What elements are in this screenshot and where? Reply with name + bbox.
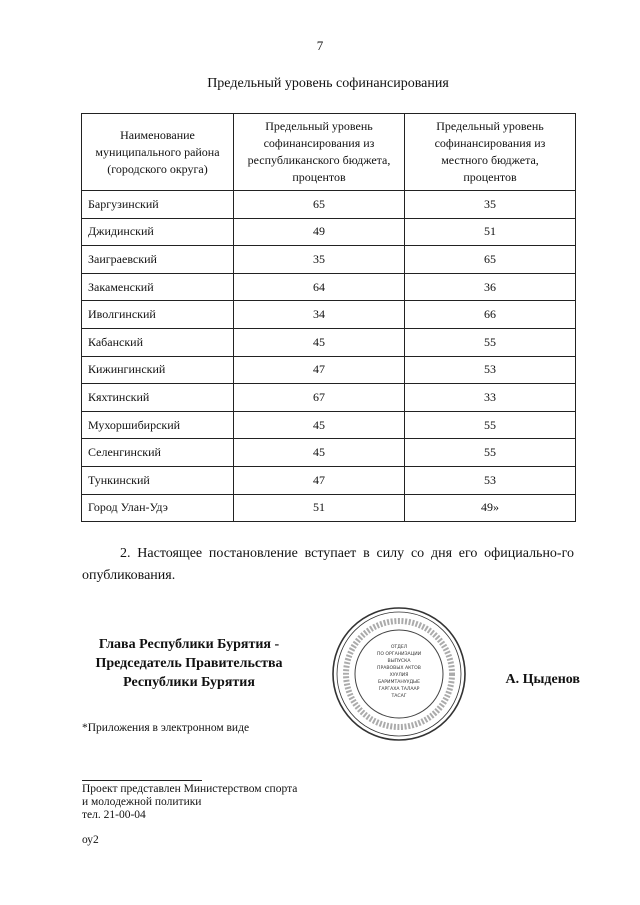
local-percent: 53 (405, 466, 576, 494)
seal-line: ПРАВОВЫХ АКТОВ (377, 666, 421, 671)
district-name: Кижингинский (82, 356, 234, 384)
district-name: Кабанский (82, 328, 234, 356)
table-row (82, 301, 576, 329)
local-percent: 53 (405, 356, 576, 384)
district-name: Кяхтинский (82, 384, 234, 412)
table-row (82, 356, 576, 384)
republic-percent: 49 (234, 218, 405, 246)
seal-line: ХУУЛИЯ (389, 673, 409, 678)
republic-percent: 35 (234, 246, 405, 274)
local-percent: 35 (405, 191, 576, 219)
header-republic-share: Предельный уровень софинансирования из республиканского бюджета, процентов (234, 114, 405, 191)
local-percent: 49» (405, 494, 576, 522)
seal-line: ГАРГАХА ТАЛААР (378, 687, 420, 692)
table-row (82, 273, 576, 301)
table-row (82, 218, 576, 246)
table-row (82, 328, 576, 356)
republic-percent: 47 (234, 356, 405, 384)
table-row (82, 246, 576, 274)
republic-percent: 67 (234, 384, 405, 412)
district-name: Селенгинский (82, 439, 234, 467)
header-local-share: Предельный уровень софинансирования из местного бюджета, процентов (405, 114, 576, 191)
district-name: Иволгинский (82, 301, 234, 329)
document-code: оу2 (82, 834, 99, 846)
local-percent: 66 (405, 301, 576, 329)
district-name: Заиграевский (82, 246, 234, 274)
republic-percent: 34 (234, 301, 405, 329)
district-name: Мухоршибирский (82, 411, 234, 439)
republic-percent: 47 (234, 466, 405, 494)
seal-line: ПО ОРГАНИЗАЦИИ (376, 652, 422, 657)
table-row (82, 191, 576, 219)
table-row (82, 384, 576, 412)
seal-line: ОТДЕЛ (390, 645, 408, 650)
effective-date-paragraph: 2. Настоящее постановление вступает в силу со дня его официально-го опубликования. (82, 546, 574, 583)
table-row (82, 494, 576, 522)
footer-divider (82, 780, 202, 781)
republic-percent: 45 (234, 411, 405, 439)
table-row (82, 439, 576, 467)
signatory-name: А. Цыденов (505, 672, 580, 687)
local-percent: 51 (405, 218, 576, 246)
republic-percent: 65 (234, 191, 405, 219)
official-seal (329, 604, 469, 744)
project-note: Проект представлен Министерством спорта и молодежной политики тел. 21-00-04 (82, 783, 298, 821)
district-name: Закаменский (82, 273, 234, 301)
district-name: Баргузинский (82, 191, 234, 219)
republic-percent: 64 (234, 273, 405, 301)
local-percent: 65 (405, 246, 576, 274)
district-name: Тункинский (82, 466, 234, 494)
local-percent: 55 (405, 439, 576, 467)
district-name: Джидинский (82, 218, 234, 246)
republic-percent: 51 (234, 494, 405, 522)
attachments-note: *Приложения в электронном виде (82, 722, 250, 734)
local-percent: 55 (405, 328, 576, 356)
table-row (82, 466, 576, 494)
table-header-row (82, 114, 576, 191)
page-title: Предельный уровень софинансирования (207, 76, 449, 91)
seal-line: ТАСАГ (391, 694, 407, 699)
signatory-position: Глава Республики Бурятия - Председатель Правительства Республики Бурятия (95, 637, 283, 690)
header-district: Наименование муниципального района (городского округа) (82, 114, 234, 191)
local-percent: 55 (405, 411, 576, 439)
republic-percent: 45 (234, 328, 405, 356)
table-row (82, 411, 576, 439)
cofinancing-table (81, 113, 576, 522)
page-number: 7 (316, 38, 324, 53)
seal-line: ВЫПУСКА (387, 659, 411, 664)
republic-percent: 45 (234, 439, 405, 467)
local-percent: 33 (405, 384, 576, 412)
local-percent: 36 (405, 273, 576, 301)
district-name: Город Улан-Удэ (82, 494, 234, 522)
seal-line: БАРИМТАНУУДЫЕ (377, 680, 421, 685)
